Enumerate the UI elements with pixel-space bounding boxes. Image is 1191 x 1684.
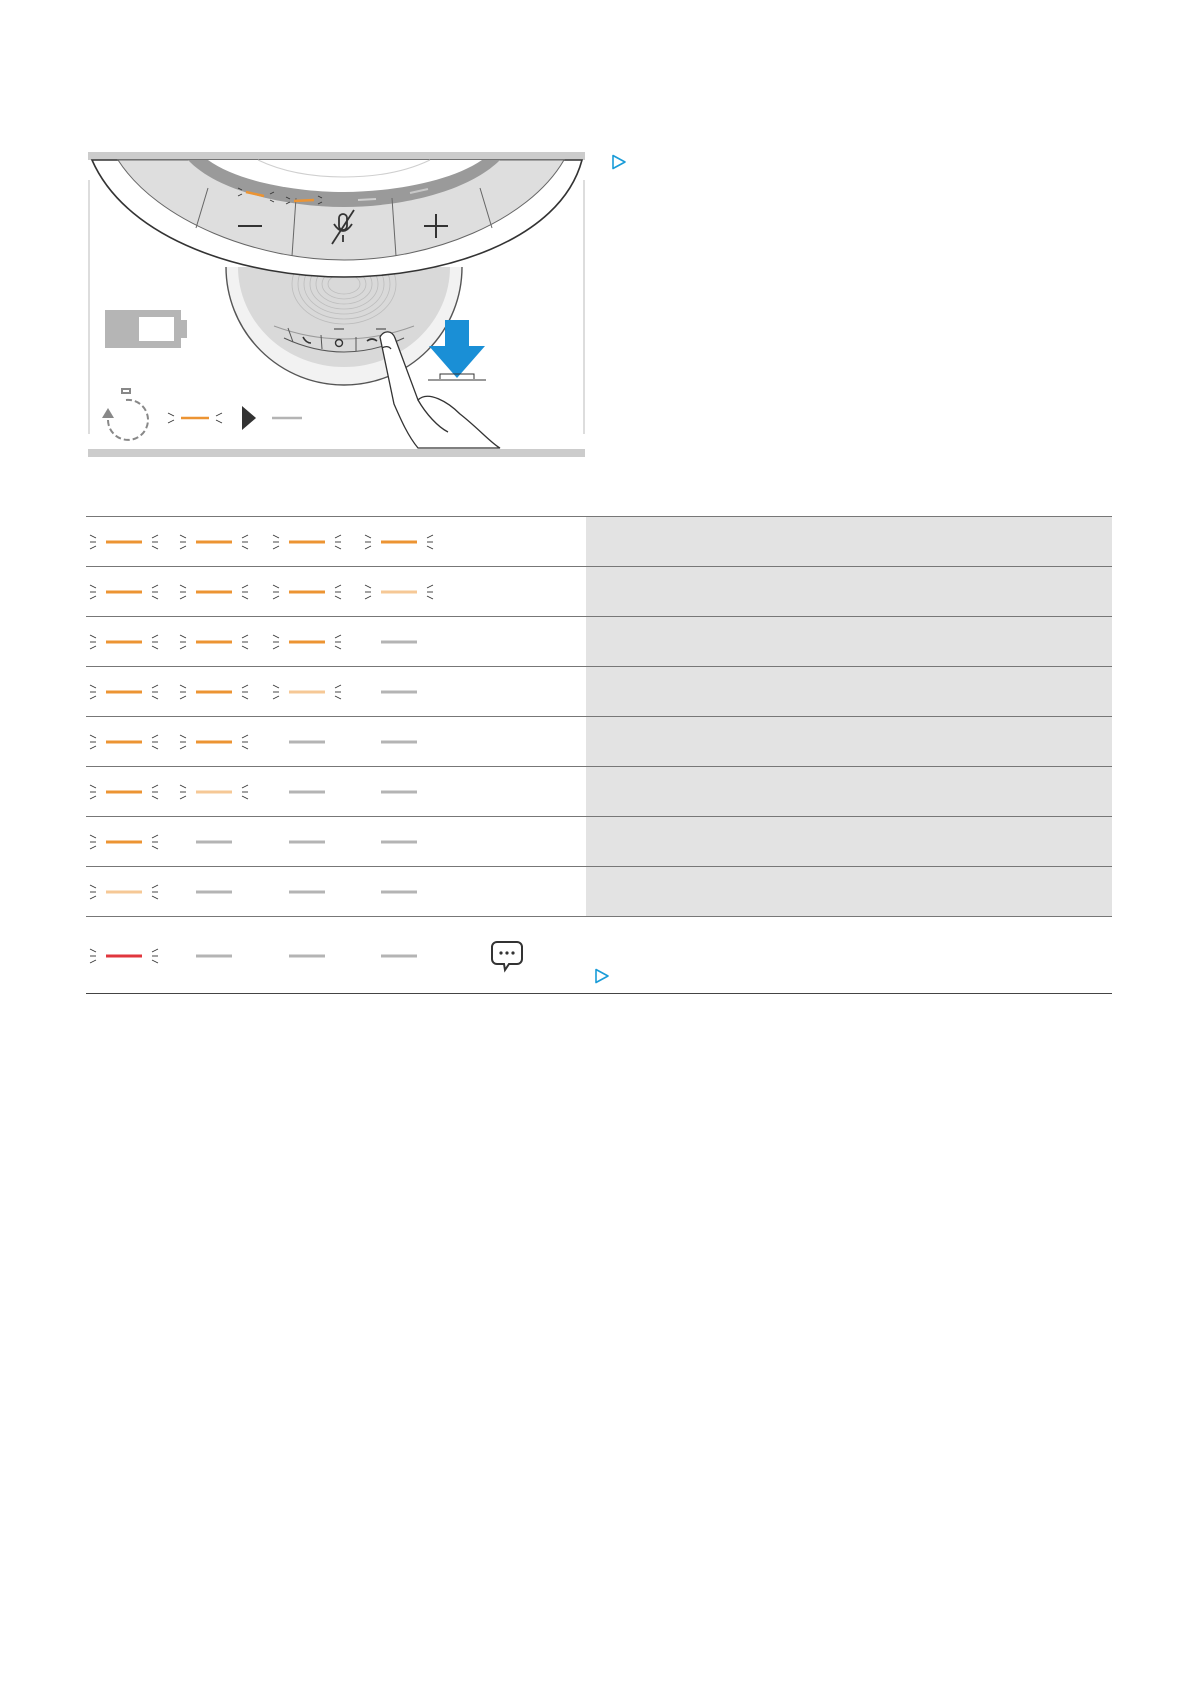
led-indicator-group: [86, 817, 586, 866]
led-indicator-group: [86, 567, 586, 616]
figure-bottom-band: [88, 449, 585, 457]
led-off: [269, 877, 359, 907]
led-on: [269, 577, 359, 607]
legend-led-on: [168, 413, 222, 423]
table-row: [86, 716, 1112, 766]
battery-icon: [105, 310, 187, 348]
led-dim: [361, 577, 451, 607]
led-dim: [176, 777, 266, 807]
led-on: [176, 577, 266, 607]
device-illustration: [88, 152, 585, 457]
led-indicator-group: [86, 767, 586, 816]
table-row: [86, 816, 1112, 866]
figure-top-band: [88, 152, 585, 160]
description-cell: [586, 817, 1112, 866]
description-cell: [586, 517, 1112, 566]
led-on: [176, 527, 266, 557]
led-dim: [86, 877, 176, 907]
control-ring: [92, 160, 582, 277]
battery-status-table: [86, 516, 1112, 994]
table-row: [86, 616, 1112, 666]
led-off: [269, 941, 359, 971]
led-indicator-group: [86, 667, 586, 716]
led-off: [361, 677, 451, 707]
led-indicator-group: [86, 517, 586, 566]
table-row: [86, 866, 1112, 916]
led-on: [269, 627, 359, 657]
note-arrow-icon: [611, 154, 627, 170]
ring-led-3: [358, 199, 376, 200]
chat-bubble-icon: [488, 937, 526, 975]
table-row: [86, 766, 1112, 816]
led-off: [269, 827, 359, 857]
led-indicator-group: [86, 617, 586, 666]
led-off: [361, 941, 451, 971]
led-on: [269, 527, 359, 557]
table-row: [86, 566, 1112, 616]
led-indicator-group: [86, 917, 586, 993]
led-on: [176, 727, 266, 757]
led-on: [86, 677, 176, 707]
led-dim: [269, 677, 359, 707]
led-off: [269, 777, 359, 807]
led-off: [361, 627, 451, 657]
description-cell: [586, 667, 1112, 716]
led-on: [86, 777, 176, 807]
led-on: [86, 577, 176, 607]
led-on: [86, 527, 176, 557]
led-on: [86, 827, 176, 857]
led-off: [176, 877, 266, 907]
led-indicator-group: [86, 867, 586, 916]
table-row: [86, 666, 1112, 716]
description-cell: [586, 867, 1112, 916]
led-red: [86, 941, 176, 971]
led-on: [86, 627, 176, 657]
timer-icon: [102, 389, 148, 440]
description-cell: [586, 567, 1112, 616]
led-off: [361, 777, 451, 807]
table-row: [86, 516, 1112, 566]
description-cell: [586, 617, 1112, 666]
led-off: [176, 827, 266, 857]
legend-arrow-icon: [242, 406, 256, 430]
led-off: [361, 877, 451, 907]
led-on: [86, 727, 176, 757]
led-on: [176, 627, 266, 657]
led-on: [176, 677, 266, 707]
led-off: [269, 727, 359, 757]
description-cell: [586, 917, 1112, 993]
description-cell: [586, 767, 1112, 816]
note-arrow-icon: [594, 968, 610, 984]
description-cell: [586, 717, 1112, 766]
led-indicator-group: [86, 717, 586, 766]
led-off: [176, 941, 266, 971]
led-on: [361, 527, 451, 557]
led-off: [361, 827, 451, 857]
led-off: [361, 727, 451, 757]
